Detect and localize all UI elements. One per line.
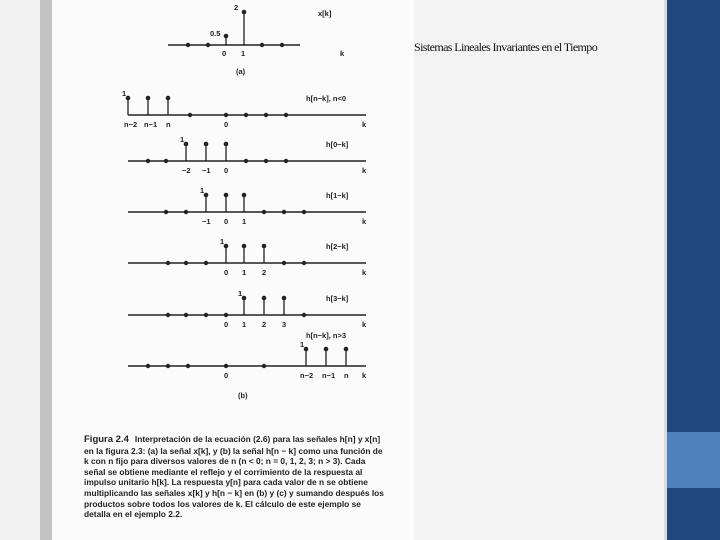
- stem-head: [204, 142, 209, 147]
- tick-label: k: [362, 320, 367, 329]
- stem-head: [224, 142, 229, 147]
- tick-label: 3: [282, 320, 287, 329]
- tick-label: k: [362, 217, 367, 226]
- zero-sample: [166, 313, 170, 317]
- amplitude-label: 1: [238, 289, 243, 298]
- slide-content-area: [414, 0, 668, 540]
- part-label: (b): [238, 391, 248, 400]
- tick-label: n−2: [300, 371, 314, 380]
- zero-sample: [282, 210, 286, 214]
- tick-label: 0: [224, 268, 229, 277]
- zero-sample: [244, 113, 248, 117]
- zero-sample: [262, 210, 266, 214]
- signal-label: x[k]: [318, 9, 332, 18]
- zero-sample: [264, 159, 268, 163]
- zero-sample: [188, 113, 192, 117]
- tick-label: k: [362, 166, 367, 175]
- stem-head: [204, 193, 209, 198]
- tick-label: −1: [202, 166, 211, 175]
- tick-label: k: [340, 49, 345, 58]
- zero-sample: [280, 43, 284, 47]
- stem-head: [324, 347, 329, 352]
- tick-label: k: [362, 371, 367, 380]
- tick-label: n: [344, 371, 349, 380]
- signal-label: h[n−k], n<0: [306, 94, 347, 103]
- zero-sample: [184, 210, 188, 214]
- tick-label: −2: [182, 166, 191, 175]
- stem-head: [224, 193, 229, 198]
- tick-label: −1: [202, 217, 211, 226]
- panel-b-2: [128, 135, 367, 175]
- zero-sample: [260, 43, 264, 47]
- zero-sample: [224, 313, 228, 317]
- zero-sample: [302, 210, 306, 214]
- amplitude-label: 2: [234, 3, 239, 12]
- amplitude-label: 1: [200, 186, 205, 195]
- zero-sample: [224, 364, 228, 368]
- tick-label: 0: [224, 120, 229, 129]
- panel-b-1: [122, 89, 367, 129]
- caption-label: Figura 2.4: [84, 434, 129, 445]
- zero-sample: [146, 159, 150, 163]
- panel-b-6: [128, 331, 367, 380]
- caption-text: Interpretación de la ecuación (2.6) para las señales h[n] y x[n] en la figura 2.3: (a) la señal x[k], y (b) la señal h[n − k] como una función de k con n fijo para diversos valores de n (n < 0; n = 0, 1, 2, 3; n > 3). Cada señal se obtiene mediante el reflejo y el corrimiento de la respuesta al impulso unitario h[k]. La respuesta y[n] para cada valor de n se obtiene multiplicando las señales x[k] y h[n − k] en (b) y (c) y sumando después los productos sobre todos los valores de k. El cálculo de este ejemplo se detalla en el ejemplo 2.2.: [84, 434, 384, 520]
- tick-label: 0: [224, 371, 229, 380]
- tick-label: 1: [242, 217, 247, 226]
- stem-head: [166, 96, 171, 101]
- signal-label: h[1−k]: [326, 191, 349, 200]
- tick-label: k: [362, 120, 367, 129]
- amplitude-label: 1: [300, 340, 305, 349]
- zero-sample: [164, 159, 168, 163]
- stem-head: [126, 96, 131, 101]
- zero-sample: [206, 43, 210, 47]
- zero-sample: [204, 261, 208, 265]
- stem-head: [304, 347, 309, 352]
- tick-label: 0: [222, 49, 227, 58]
- zero-sample: [164, 210, 168, 214]
- tick-label: k: [362, 268, 367, 277]
- zero-sample: [282, 261, 286, 265]
- amplitude-label: 1: [220, 237, 225, 246]
- zero-sample: [302, 261, 306, 265]
- stem-head: [242, 10, 247, 15]
- tick-label: 0: [224, 320, 229, 329]
- stem-head: [146, 96, 151, 101]
- figure-caption: [84, 434, 384, 520]
- decorative-stripe-accent: [667, 432, 720, 488]
- tick-label: n−2: [124, 120, 138, 129]
- zero-sample: [204, 313, 208, 317]
- tick-label: 1: [241, 49, 246, 58]
- panels-b: [122, 89, 367, 380]
- zero-sample: [166, 261, 170, 265]
- zero-sample: [166, 364, 170, 368]
- stem-head: [242, 193, 247, 198]
- signal-label: h[0−k]: [326, 140, 349, 149]
- zero-sample: [244, 159, 248, 163]
- tick-label: n: [166, 120, 171, 129]
- stem-head: [242, 296, 247, 301]
- zero-sample: [284, 159, 288, 163]
- panel-b-4: [128, 237, 367, 277]
- zero-sample: [284, 113, 288, 117]
- stem-head: [282, 296, 287, 301]
- zero-sample: [146, 364, 150, 368]
- tick-label: 1: [242, 268, 247, 277]
- stem-head: [242, 244, 247, 249]
- stem-head: [262, 244, 267, 249]
- signal-label: h[2−k]: [326, 242, 349, 251]
- tick-label: 0: [224, 166, 229, 175]
- stem-head: [344, 347, 349, 352]
- zero-sample: [262, 364, 266, 368]
- amplitude-label: 0.5: [210, 29, 221, 38]
- amplitude-label: 1: [122, 89, 127, 98]
- zero-sample: [186, 364, 190, 368]
- zero-sample: [186, 43, 190, 47]
- stem-head: [224, 34, 229, 39]
- tick-label: n−1: [144, 120, 158, 129]
- zero-sample: [184, 261, 188, 265]
- tick-label: n−1: [322, 371, 336, 380]
- tick-label: 1: [242, 320, 247, 329]
- convolution-figure: [0, 0, 414, 430]
- slide-title: Sistemas Lineales Invariantes en el Tiempo: [414, 40, 598, 54]
- zero-sample: [224, 113, 228, 117]
- tick-label: 0: [224, 217, 229, 226]
- panel-b-3: [128, 186, 367, 226]
- tick-label: 2: [262, 320, 267, 329]
- stem-head: [262, 296, 267, 301]
- stem-head: [184, 142, 189, 147]
- signal-label: h[n−k], n>3: [306, 331, 347, 340]
- zero-sample: [184, 313, 188, 317]
- part-label: (a): [236, 67, 246, 76]
- panel-a: [168, 3, 345, 76]
- panel-b-5: [128, 289, 367, 329]
- zero-sample: [264, 113, 268, 117]
- stem-head: [224, 244, 229, 249]
- signal-label: h[3−k]: [326, 294, 349, 303]
- amplitude-label: 1: [180, 135, 185, 144]
- zero-sample: [302, 313, 306, 317]
- tick-label: 2: [262, 268, 267, 277]
